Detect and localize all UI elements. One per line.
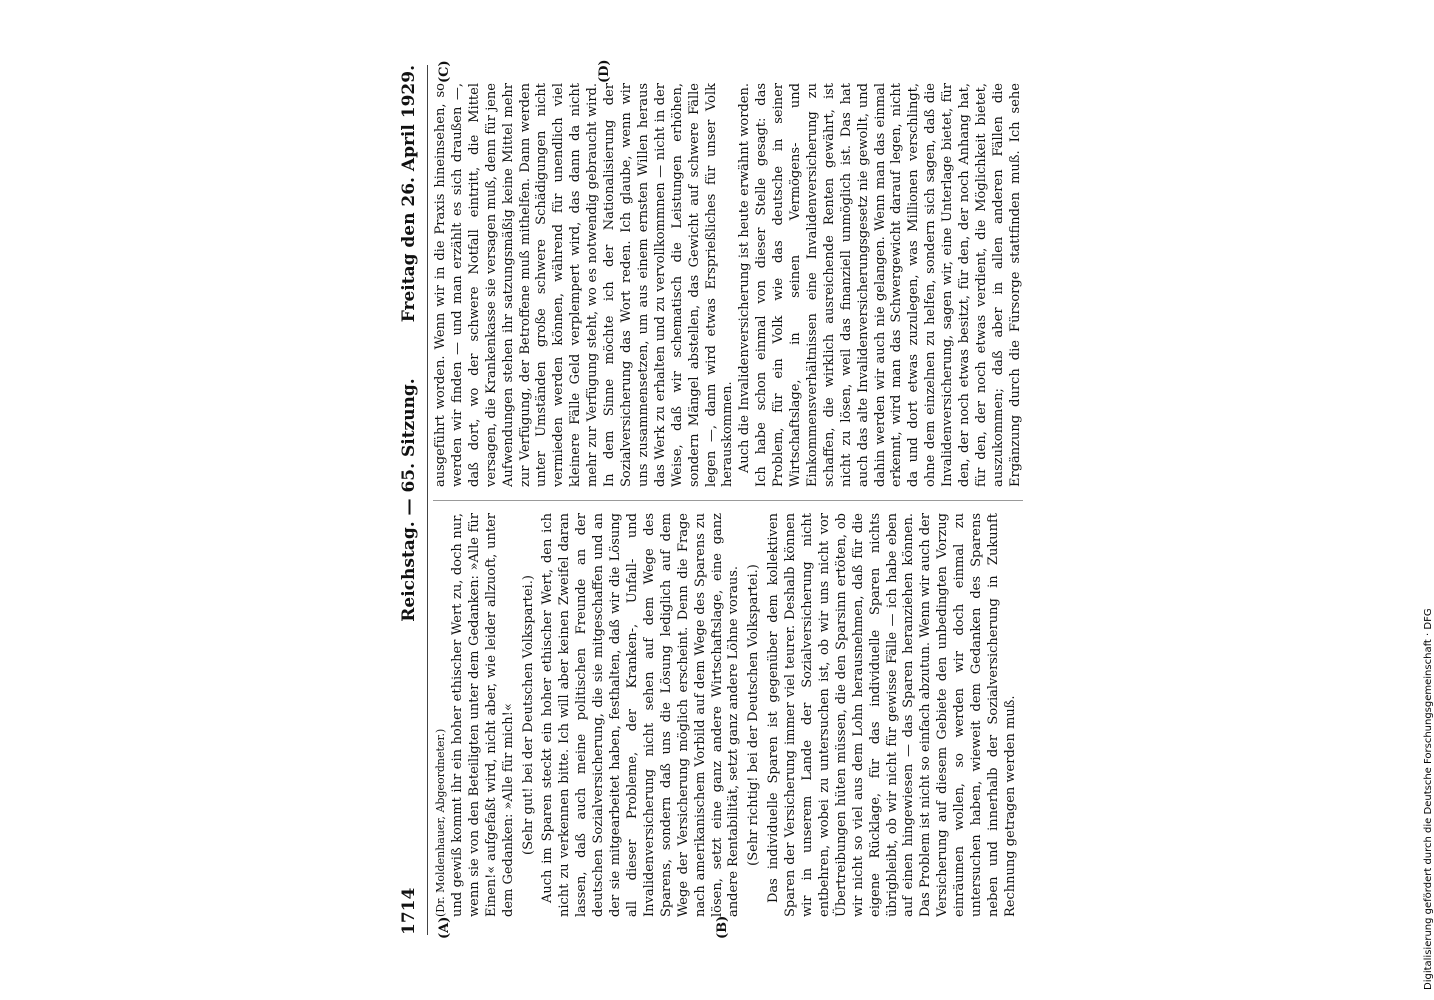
page-number: 1714 [399, 887, 419, 935]
paragraph: Auch die Invalidenversicherung ist heute erwähnt worden. Ich habe schon einmal von dieser Stelle gesagt: das Problem, für ein Volk wie das deutsche in seiner Wirtschaftslage, in seinen Vermögens- und Einkommensverhältnissen eine Invalidenversicherung zu schaffen, die wirklich ausreichende Renten gewährt, ist nicht zu lösen, weil das finanziell unmöglich ist. Das hat auch das alte Invalidenversicherungsgesetz nie gewollt, und dahin werden wir auch nie gelangen. Wenn man das einmal erkennt, wird man das Schwergewicht darauf legen, nicht da und dort etwas zuzulegen, was Millionen verschlingt, ohne dem einzelnen zu helfen, sondern sich sagen, daß die Invalidenversicherung, sagen wir, eine Unterlage bietet, für den, der noch etwas besitzt, für den, der noch Anhang hat, für den, der noch etwas verdient, die Möglichkeit bietet, auszukommen; daß aber in allen anderen Fällen die Ergänzung durch die Fürsorge stattfinden muß. Ich sehe [737, 83, 1023, 487]
credit-text: Digitalisierung gefördert durch die Deutsche Forschungsgemeinschaft · DFG [1423, 608, 1434, 990]
digitization-credit [1412, 10, 1434, 990]
margin-mark-b: (B) [715, 915, 730, 939]
running-header [399, 65, 425, 935]
margin-mark-d: (D) [597, 59, 612, 83]
paragraph: Auch im Sparen steckt ein hoher ethischer Wert, den ich nicht zu verkennen bitte. Ich will aber keinen Zweifel daran lassen, daß auch meine politischen Freunde an der deutschen Sozialversicherung, die sie mitgeschaffen und an der sie mitgearbeitet haben, festhalten, daß wir die Lösung all dieser Probleme, der Kranken-, Unfall- und Invalidenversicherung nicht sehen auf dem Wege des Sparens, sondern daß uns die Lösung lediglich auf dem Wege der Versicherung möglich erscheint. Denn die Frage nach amerikanischem Vorbild auf dem Wege des Sparens zu lösen, setzt eine ganz andere Wirtschaftslage, eine ganz andere Rentabilität, setzt ganz andere Löhne voraus. [540, 513, 742, 917]
speaker-line: (Dr. Moldenhauer, Abgeordneter.) [434, 728, 447, 917]
margin-mark-a: (A) [437, 916, 452, 939]
margin-mark-c: (C) [437, 60, 452, 83]
paragraph: und gewiß kommt ihr ein hoher ethischer Wert zu, doch nur, wenn sie von den Beteiligten unter dem Gedanken: »Alle für Einen!« aufgefaßt wird, nicht aber, wie leider allzuoft, unter dem Gedanken: »Alle für mich!« [449, 513, 516, 917]
header-rule [427, 65, 428, 935]
right-column [433, 83, 1023, 487]
left-column [433, 513, 1023, 917]
paragraph: ausgeführt worden. Wenn wir in die Praxis hineinsehen, so werden wir finden — und man erzählt es sich draußen —, daß dort, wo der schwere Notfall eintritt, die Mittel versagen, die Krankenkasse sie versagen muß, denn für jene Aufwendungen stehen ihr satzungsmäßig keine Mittel mehr zur Verfügung, der Betroffene muß mithelfen. Dann werden unter Umständen große schwere Schädigungen nicht vermieden werden können, während für unendlich viel kleinere Fälle Geld verplempert wird, das dann da nicht mehr zur Verfügung steht, wo es notwendig gebraucht wird. In dem Sinne möchte ich der Nationalisierung der Sozialversicherung das Wort reden. Ich glaube, wenn wir uns zusammensetzen, um aus einem ernsten Willen heraus das Werk zu erhalten und zu vervollkommnen — nicht in der Weise, daß wir schematisch die Leistungen erhöhen, sondern Mängel abstellen, das Gewicht auf schwere Fälle legen —, dann wird etwas Ersprießliches für unser Volk herauskommen. [433, 83, 736, 487]
header-title: Reichstag. — 65. Sitzung. [399, 378, 419, 622]
interjection: (Sehr richtig! bei der Deutschen Volkspartei.) [746, 564, 762, 866]
rotated-page [397, 59, 1037, 939]
interjection: (Sehr gut! bei der Deutschen Volkspartei.) [520, 575, 536, 855]
header-date: Freitag den 26. April 1929. [399, 65, 419, 323]
column-divider [433, 500, 1023, 501]
paragraph: Das individuelle Sparen ist gegenüber dem kollektiven Sparen der Versicherung immer viel teurer. Deshalb können wir in unserem Lande der Sozialversicherung nicht entbehren, wobei zu untersuchen ist, ob wir uns nicht vor Übertreibungen hüten müssen, die den Sparsinn ertöten, ob wir nicht so viel aus dem Lohn herausnehmen, daß für die eigene Rücklage, für das individuelle Sparen nichts übrigbleibt, ob wir nicht für gewisse Fälle — ich habe eben auf einen hingewiesen — das Sparen heranziehen können. Das Problem ist nicht so einfach abzutun. Wenn wir auch der Versicherung auf diesem Gebiete den unbedingten Vorzug einräumen wollen, so werden wir doch einmal zu untersuchen haben, wieweit dem Gedanken des Sparens neben und innerhalb der Sozialversicherung in Zukunft Rechnung getragen werden muß. [766, 513, 1018, 917]
